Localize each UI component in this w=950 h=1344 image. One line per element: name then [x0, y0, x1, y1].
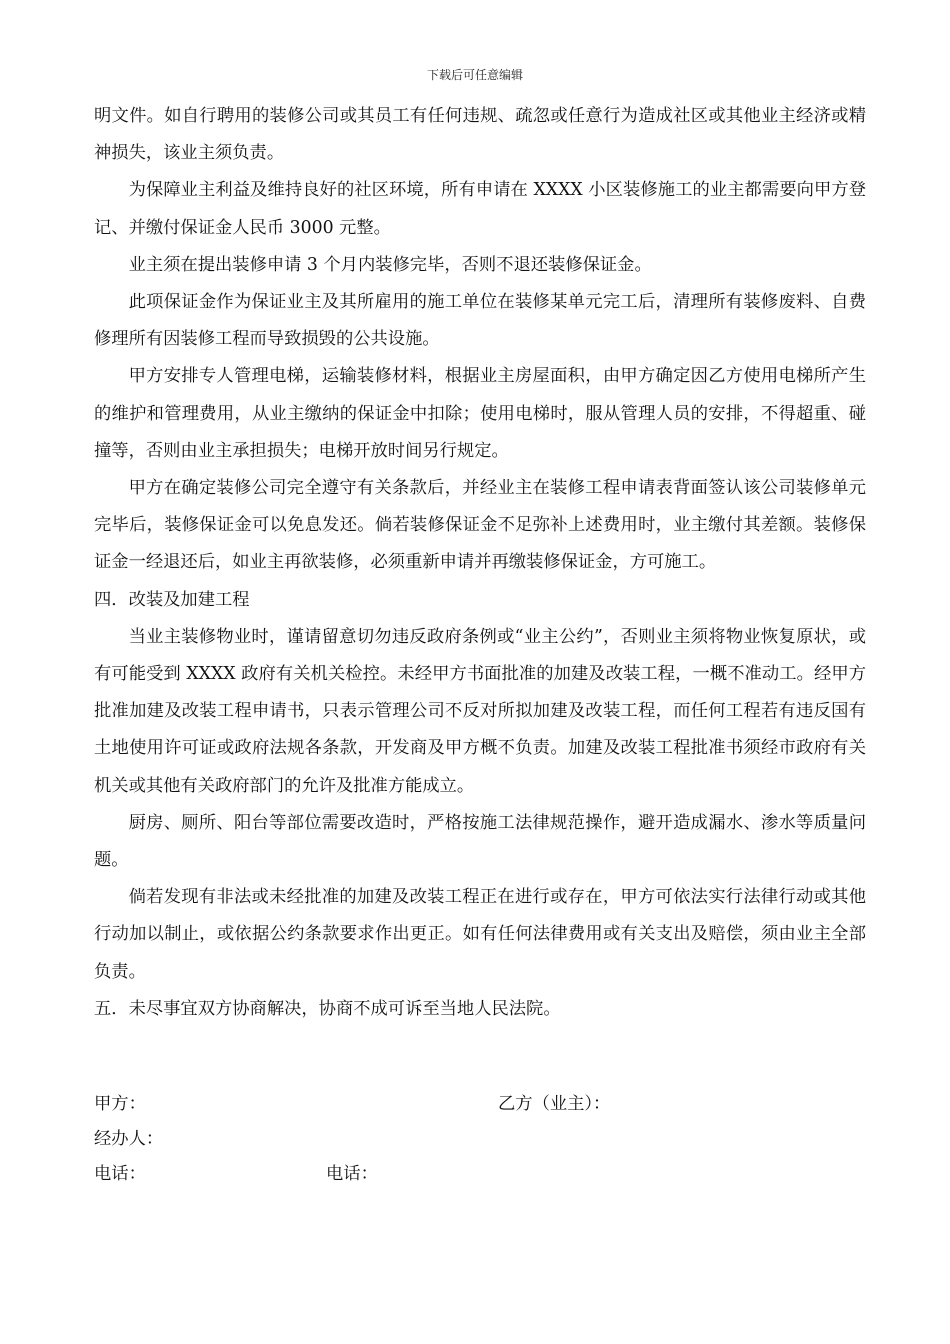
party-b-label: 乙方（业主）： [498, 1094, 611, 1114]
phone-b-label: 电话： [326, 1164, 378, 1184]
agent-label: 经办人： [94, 1129, 164, 1149]
paragraph: 当业主装修物业时，谨请留意切勿违反政府条例或“业主公约”，否则业主须将物业恢复原状，或有可能受到 XXXX 政府有关机关检控。未经甲方书面批准的加建及改装工程，一概不准动工。经甲方批准加建及改装工程申请书，只表示管理公司不反对所拟加建及改装工程，而任何工程若有违反国有土地使用许可证或政府法规各条款，开发商及甲方概不负责。加建及改装工程批准书须经市政府有关机关或其他有关政府部门的允许及批准方能成立。 [94, 626, 866, 796]
document-body [94, 98, 866, 1028]
paragraph: 为保障业主利益及维持良好的社区环境，所有申请在 XXXX 小区装修施工的业主都需要向甲方登记、并缴付保证金人民币 3000 元整。 [94, 180, 866, 238]
paragraph: 倘若发现有非法或未经批准的加建及改装工程正在进行或存在，甲方可依法实行法律行动或其他行动加以制止，或依据公约条款要求作出更正。如有任何法律费用或有关支出及赔偿，须由业主全部负责。 [94, 887, 866, 982]
page-header: 下载后可任意编辑 [426, 68, 523, 82]
paragraph: 此项保证金作为保证业主及其所雇用的施工单位在装修某单元完工后，清理所有装修废料、自费修理所有因装修工程而导致损毁的公共设施。 [94, 292, 866, 350]
paragraph: 甲方在确定装修公司完全遵守有关条款后，并经业主在装修工程申请表背面签认该公司装修单元完毕后，装修保证金可以免息发还。倘若装修保证金不足弥补上述费用时，业主缴付其差额。装修保证金一经退还后，如业主再欲装修，必须重新申请并再缴装修保证金，方可施工。 [94, 478, 866, 573]
paragraph: 明文件。如自行聘用的装修公司或其员工有任何违规、疏忽或任意行为造成社区或其他业主经济或精神损失，该业主须负责。 [94, 106, 866, 164]
paragraph: 厨房、厕所、阳台等部位需要改造时，严格按施工法律规范操作，避开造成漏水、渗水等质量问题。 [94, 812, 866, 871]
party-a-label: 甲方： [94, 1094, 146, 1114]
paragraph: 甲方安排专人管理电梯，运输装修材料，根据业主房屋面积，由甲方确定因乙方使用电梯所产生的维护和管理费用，从业主缴纳的保证金中扣除；使用电梯时，服从管理人员的安排，不得超重、碰撞等，否则由业主承担损失；电梯开放时间另行规定。 [94, 366, 866, 461]
paragraph: 业主须在提出装修申请 3 个月内装修完毕，否则不退还装修保证金。 [128, 254, 652, 275]
section-heading: 四．改装及加建工程 [94, 589, 250, 610]
phone-a-label: 电话： [94, 1164, 146, 1184]
section-heading: 五．未尽事宜双方协商解决，协商不成可诉至当地人民法院。 [94, 998, 561, 1019]
